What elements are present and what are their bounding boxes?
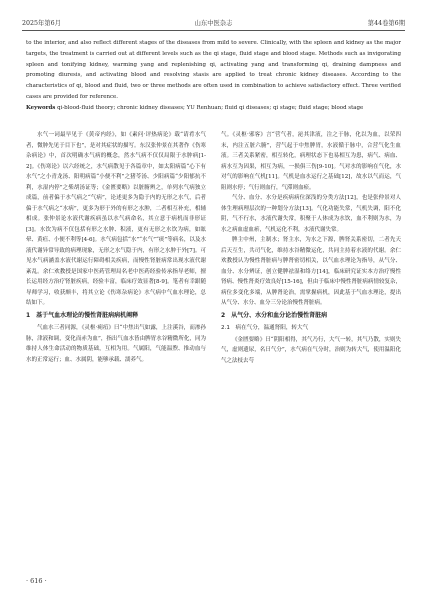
paragraph: 气血水三者同源，《灵枢·痈疽》曰“中焦出气如露，上注溪谷，而渗孙脉，津液和调，变化而赤为血”，指出气血水皆由脾胃水谷精微所化，同为维持人体生命活动的物质基础，互相为用。气属阳，气能温煦、推动血与水的正常运行；血、水属阴，能够承载、濡养气。 [26,325,206,363]
paragraph: 水气一词最早见于《黄帝内经》，如《素问·评热病论》载“请肴水气者，微肿先见于目下也”，是对其症状的描写。东汉张仲景在其著作《伤寒杂病论》中，首次明确水气病的概念，然水气病不仅仅局限于水肿病[1-2]。《伤寒论》以六经统之，水气病散见于各篇章中，如太阳病篇“心下有水气”之小青龙汤、阳明病篇“小便不利”之猪苓汤、少阳病篇“少阳郁抗不利，水湿内停”之柴胡汤证等；《金匮要略》以脏腑辨之，单列水气病独立成篇，前者偏于水气病之“气病”，论述更多为隐于内的无形之水气，后者偏于水气病之“水病”，更多为形于外的有形之水肿，二者相互补充，相辅相成。张仲景论水液代谢疾病虽以水气病命名，其立意于病机而非形证[3]。水饮为病不仅包括有形之水肿、积液，更有无形之水饮为病，如眩晕、黄疸、小便不利等[4-6]。水气病包括“水”“水气”“痰”等病名，以及水液代谢异常导致的病理现象，无形之水气隐于内，有形之水肿于外[7]。可见水气病涵盖水液代谢运行障碍相关疾病，而慢性肾脏病常出现水液代谢紊乱。余仁欢教授是国家中医药管理局名老中医药经验传承指导老师，擅长运用经方治疗肾脏疾病，经验丰富，临床疗效显著[8-9]。笔者有幸跟随导师学习，收获颇丰，将其立论《伤寒杂病论》水气病中气血水理论，总结如下。 [26,132,206,306]
paragraph: 《金匮要略》曰“阴阳相得，其气乃行，大气一转，其气乃散，实则失气，虚则遗尿，名曰气分”，水气病在气分时，治则为转大气，使用温阳化气之法枝去芍 [221,336,401,364]
header-issue-date: 2025年第6月 [22,20,61,27]
body-columns [26,130,401,570]
right-column [221,130,401,366]
left-column [26,130,206,365]
running-header [22,18,405,31]
paragraph: 气。《灵枢·邪客》言“营气者，泌其津液，注之于脉，化以为血，以荣四末，内注五脏六腑”，营气起于中焦脾胃，水液循于脉中，合营气化生血液。三者关系紧密，相互转化，病理状态下也易相互为患，病气、病血、病水互为因果，相互为病，一损俱三伤[9-10]。气对水的影响在气化，水对气的影响在气机[11]。气机是血水运行之基础[12]，故水以气而运，气阻则水停；气行则血行，气滞则血瘀。 [221,132,401,191]
english-abstract [26,38,401,114]
abstract-text: to the interior, and also reflect different stages of the diseases from mild to severe. Clinically, with the spleen and kidney as the major targets, the treatment is carried out at different levels such as the qi stage, fluid stage and blood stage. Methods such as invigorating spleen and tonifying kidney, warming yang and replenishing qi, activating yang and transforming qi, draining dampness and promoting diuresis, and activating blood and resolving stasis are applied to treat chronic kidney diseases. According to the characteristics of qi, blood and fluid, two or three methods are often used in combination to achieve satisfactory effect. Three verified cases are provided for reference. [26,40,401,100]
section-heading: 1 基于气血水理论的慢性肾脏病病机阐释 [26,311,139,319]
keywords-label: Keywords [26,104,56,111]
header-journal-title: 山东中医杂志 [194,20,233,27]
paragraph: 气分、血分、水分是疾病病位深浅的分类方法[12]，也是张仲景对人体生理病理层次的一种划分方法[13]。气化功能失常，气机失调，阳不化阴，气不行水，水液代谢失常，积聚于人体成为水饮，血不利则为水，为水之病血虚血瘀，气机运化不利，水液代谢失常。 [221,195,401,233]
header-volume-issue: 第44卷第6期 [367,20,405,27]
section-heading: 2 从气分、水分和血分论治慢性肾脏病 [221,311,328,319]
subsection-heading: 2.1 病在气分，温通肾阳，转大气 [221,325,309,331]
page-number: · 616 · [26,577,47,585]
paragraph: 脾主中州，主制水；肾主水，为水之下源，脾肾关系密切，二者先天后天互生，共司气化，维持水谷精微运化，共同主持着水液的代谢。余仁欢教授认为慢性肾脏病与脾肾密切相关，以气血水理论为指导，从气分、血分、水分辨证，创立健脾祛湿和络方[14]，临床研究证实本方治疗慢性肾病、慢性肾炎疗效良好[15-16]，但由于临床中慢性肾脏病病情较复杂，病位多变化多端，从脾肾论治，需掌握病机，因此基于气血水理论，提出从气分、水分、血分三分论治慢性肾脏病。 [221,237,401,306]
keywords-text: qi-blood-fluid theory; chronic kidney diseases; YU Renhuan; fluid qi diseases; qi stage; fluid stage; blood stage [57,104,364,111]
